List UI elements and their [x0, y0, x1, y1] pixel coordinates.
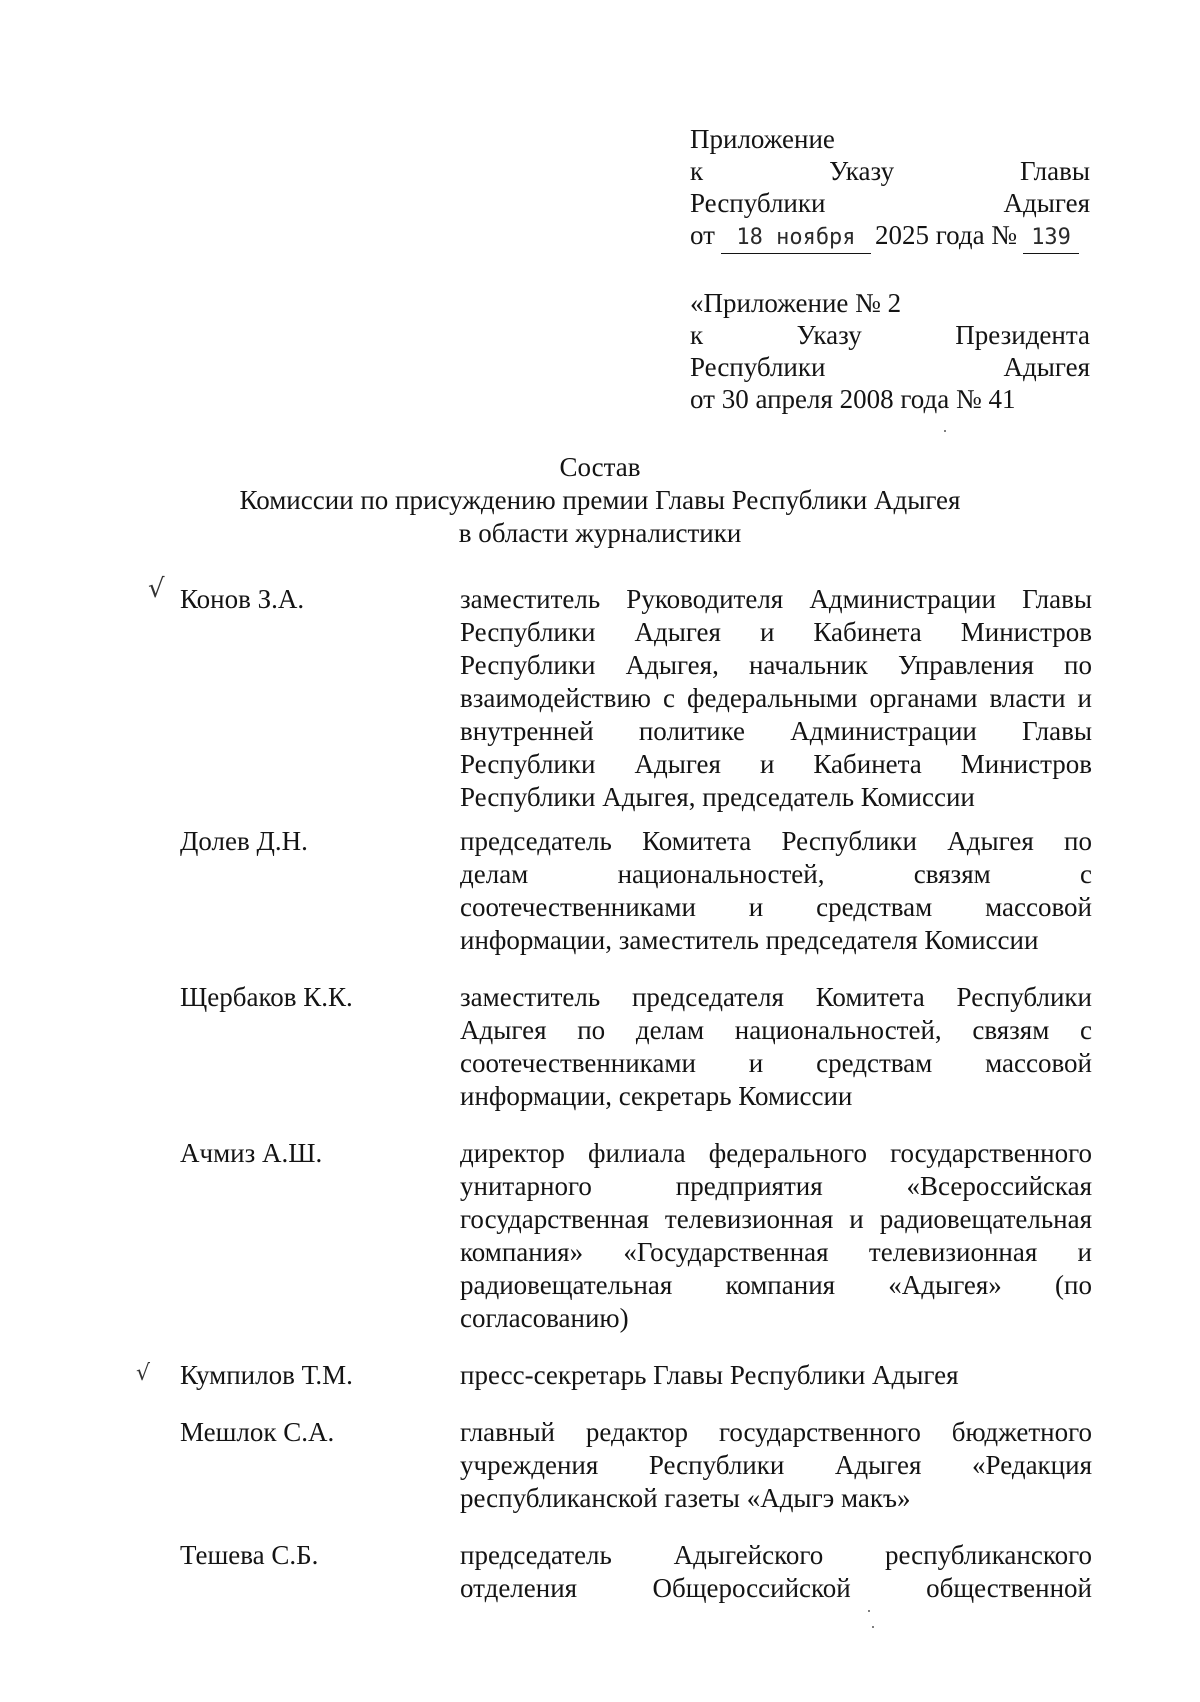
title-line: Комиссии по присуждению премии Главы Республики Адыгея	[239, 485, 961, 515]
role-line: Республики Адыгея и Кабинета Министров	[460, 749, 1092, 779]
role-line: согласованию)	[460, 1303, 629, 1333]
member-name: Щербаков К.К.	[180, 982, 353, 1012]
original-appendix-header	[690, 287, 1090, 415]
date-year: 2025 года №	[874, 220, 1018, 250]
appendix-date-line	[690, 219, 1090, 251]
date-day-month: 18 ноября	[721, 225, 871, 254]
member-item	[0, 825, 1200, 981]
role-line: директор филиала федерального государственного	[460, 1138, 1092, 1168]
role-line: делам национальностей, связям с	[460, 859, 1092, 889]
text-fragment: Адыгея	[1003, 188, 1090, 218]
role-line: учреждения Республики Адыгея «Редакция	[460, 1450, 1092, 1480]
member-item	[0, 1539, 1200, 1609]
role-line: информации, заместитель председателя Комиссии	[460, 925, 1039, 955]
role-line: Республики Адыгея, начальник Управления по	[460, 650, 1092, 680]
text-fragment: Республики	[690, 188, 826, 218]
scan-speck	[872, 1626, 874, 1628]
original-appendix-label: «Приложение № 2	[690, 288, 902, 318]
scan-speck	[868, 1610, 870, 1612]
member-name: Долев Д.Н.	[180, 826, 308, 856]
role-line: республиканской газеты «Адыгэ макъ»	[460, 1483, 911, 1513]
check-mark-icon: √	[148, 574, 165, 604]
text-fragment: Президента	[955, 320, 1090, 350]
member-name: Ачмиз А.Ш.	[180, 1138, 323, 1168]
member-item	[0, 1137, 1200, 1359]
original-republic-line	[690, 351, 1090, 383]
title-line: в области журналистики	[458, 518, 742, 548]
member-name: Мешлок С.А.	[180, 1417, 335, 1447]
role-line: соотечественниками и средствам массовой	[460, 892, 1092, 922]
role-line: заместитель председателя Комитета Республики	[460, 982, 1092, 1012]
text-fragment: к	[690, 320, 704, 350]
member-role	[460, 1137, 1092, 1335]
role-line: председатель Адыгейского республиканского	[460, 1540, 1092, 1570]
role-line: Республики Адыгея, председатель Комиссии	[460, 782, 975, 812]
text-fragment: Главы	[1020, 156, 1090, 186]
original-decree-line	[690, 319, 1090, 351]
text-fragment: Указу	[796, 320, 862, 350]
member-item	[0, 981, 1200, 1137]
text-fragment: к	[690, 156, 704, 186]
member-item	[0, 1416, 1200, 1539]
member-role	[460, 1416, 1092, 1515]
role-line: радиовещательная компания «Адыгея» (по	[460, 1270, 1092, 1300]
role-line: Адыгея по делам национальностей, связям с	[460, 1015, 1092, 1045]
role-line: заместитель Руководителя Администрации Главы	[460, 584, 1092, 614]
member-role	[460, 1359, 1092, 1392]
original-date-line: от 30 апреля 2008 года № 41	[690, 384, 1016, 414]
scan-speck	[944, 430, 946, 432]
role-line: соотечественниками и средствам массовой	[460, 1048, 1092, 1078]
check-mark-icon: √	[136, 1361, 151, 1386]
member-item	[0, 583, 1200, 825]
member-name: Тешева С.Б.	[180, 1540, 319, 1570]
role-line: компания» «Государственная телевизионная и	[460, 1237, 1092, 1267]
appendix-decree-line	[690, 155, 1090, 187]
role-line: государственная телевизионная и радиовещательная	[460, 1204, 1092, 1234]
text-fragment: Республики	[690, 352, 826, 382]
document-title	[200, 451, 1000, 550]
appendix-header	[690, 123, 1090, 251]
role-line: пресс-секретарь Главы Республики Адыгея	[460, 1360, 959, 1390]
member-name: Конов З.А.	[180, 584, 305, 614]
title-line: Состав	[559, 452, 641, 482]
role-line: главный редактор государственного бюджетного	[460, 1417, 1092, 1447]
text-fragment: Адыгея	[1003, 352, 1090, 382]
member-role	[460, 981, 1092, 1113]
role-line: унитарного предприятия «Всероссийская	[460, 1171, 1092, 1201]
appendix-label: Приложение	[690, 124, 835, 154]
decree-number: 139	[1023, 225, 1079, 254]
role-line: информации, секретарь Комиссии	[460, 1081, 853, 1111]
appendix-republic-line	[690, 187, 1090, 219]
member-role	[460, 1539, 1092, 1605]
role-line: взаимодействию с федеральными органами власти и	[460, 683, 1092, 713]
member-item	[0, 1359, 1200, 1416]
date-prefix: от	[690, 220, 715, 250]
role-line: отделения Общероссийской общественной	[460, 1573, 1092, 1603]
member-role	[460, 825, 1092, 957]
role-line: председатель Комитета Республики Адыгея по	[460, 826, 1092, 856]
commission-members-list	[0, 583, 1200, 1609]
member-role	[460, 583, 1092, 814]
role-line: Республики Адыгея и Кабинета Министров	[460, 617, 1092, 647]
member-name: Кумпилов Т.М.	[180, 1360, 353, 1390]
role-line: внутренней политике Администрации Главы	[460, 716, 1092, 746]
text-fragment: Указу	[829, 156, 895, 186]
